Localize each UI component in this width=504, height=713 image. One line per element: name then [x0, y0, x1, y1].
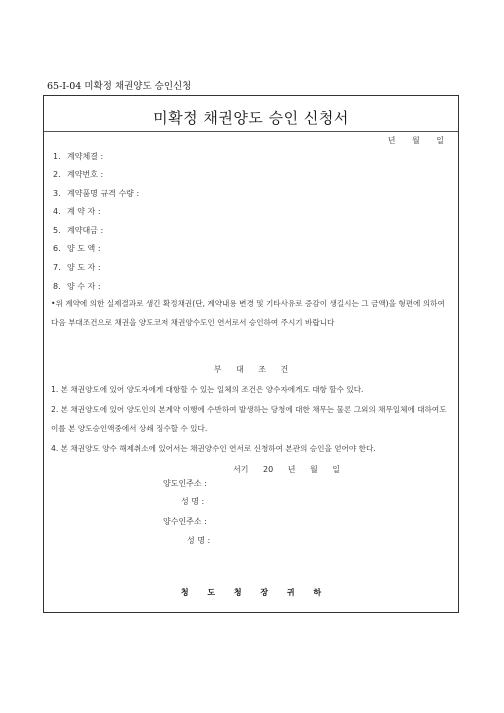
field-contract-amount [53, 225, 103, 236]
field-label: 계약체결 : [67, 152, 104, 161]
date-line: 년 월 일 [387, 136, 444, 145]
field-contract-item [53, 188, 139, 199]
form-title: 미확정 채권양도 승인 신청서 [153, 109, 349, 127]
condition-item: 2. 본 채권양도에 있어 양도인의 본계약 이행에 수반하여 발생하는 당청에 대한 채무는 물론 그외의 채무일체에 대하여도 이를 본 양도승인액중에서 상쇄 징수할 수 있다. [51, 405, 447, 433]
field-contractor [53, 206, 101, 217]
field-contract-number [53, 169, 103, 180]
form-code-title: 65-Ⅰ-04 미확정 채권양도 승인신청 [47, 81, 192, 92]
field-number: 2. [53, 170, 61, 179]
field-label: 계약번호 : [67, 170, 104, 179]
field-number: 3. [53, 189, 61, 198]
conditions-title: 부 대 조 건 [213, 365, 289, 374]
field-transferor [53, 262, 101, 273]
title-divider [44, 131, 458, 132]
field-number: 8. [53, 282, 61, 291]
request-paragraph: •위 계약에 의한 실제결과로 생긴 확정채권(단, 계약내용 변경 및 기타사유로 증감이 생길시는 그 금액)을 형편에 의하여 다음 부대조건으로 채권을 양도코저 채권양수도인 연서로서 승인하여 주시기 바랍니다 [51, 299, 445, 327]
field-number: 6. [53, 244, 61, 253]
field-transfer-amount [53, 243, 101, 254]
field-contract-date [53, 151, 103, 162]
field-label: 계약품명 규격 수량 : [67, 189, 140, 198]
field-transferee [53, 281, 101, 292]
field-label: 양 도 액 : [67, 244, 101, 253]
addressee: 청 도 청 장 귀 하 [180, 588, 322, 597]
condition-item: 1. 본 채권양도에 있어 양도자에게 대항할 수 있는 일체의 조건은 양수자에게도 대항 할수 있다. [51, 385, 364, 394]
transferee-address-label: 양수인주소 : [163, 517, 207, 526]
field-label: 계 약 자 : [67, 207, 101, 216]
transferor-name-label: 성 명 : [181, 497, 205, 506]
transferor-address-label: 양도인주소 : [163, 479, 207, 488]
field-number: 4. [53, 207, 61, 216]
condition-item: 4. 본 채권양도 양수 해제취소에 있어서는 채권양수인 연서로 신청하여 본관의 승인을 얻어야 한다. [51, 444, 376, 453]
field-number: 5. [53, 226, 61, 235]
field-label: 계약대금 : [67, 226, 104, 235]
signature-date: 서기 20 년 월 일 [233, 465, 340, 474]
application-form [43, 95, 459, 613]
field-number: 7. [53, 263, 61, 272]
field-label: 양 수 자 : [67, 282, 101, 291]
transferee-name-label: 성 명 : [187, 536, 211, 545]
field-number: 1. [53, 152, 61, 161]
field-label: 양 도 자 : [67, 263, 101, 272]
